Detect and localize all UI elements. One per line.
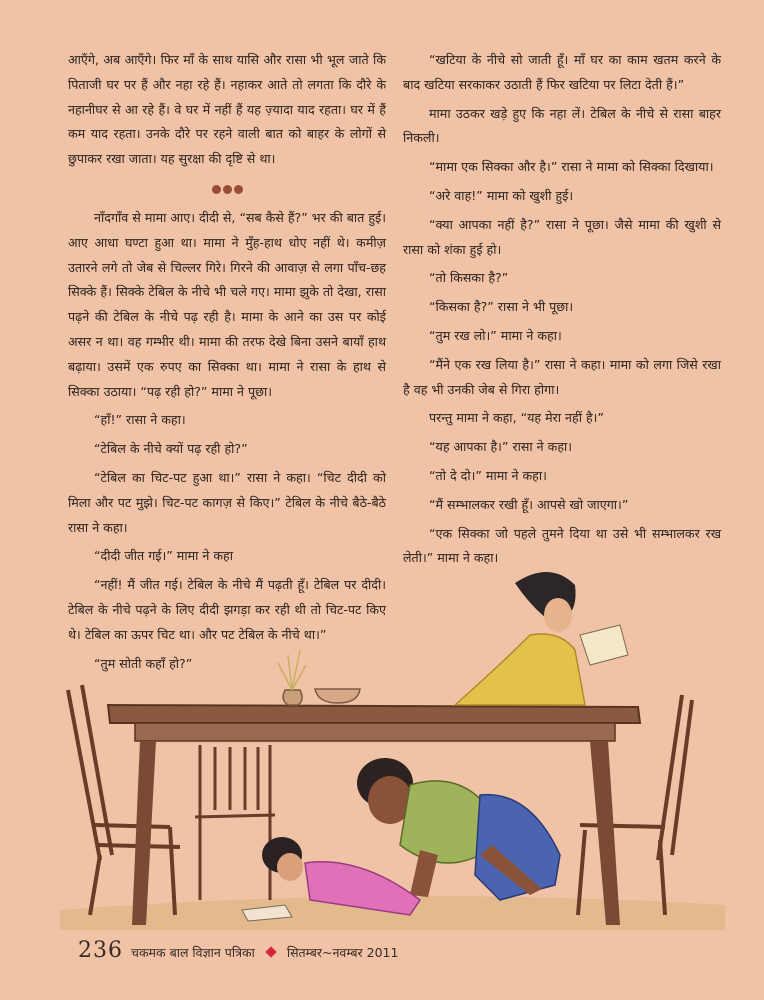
paragraph: “तो दे दो।” मामा ने कहा।	[429, 467, 547, 483]
paragraph: “तो किसका है?”	[429, 270, 509, 286]
paragraph: “टेबिल का चिट-पट हुआ था।” रासा ने कहा। “चिट दीदी को मिला और पट मुझे। चिट-पट कागज़ से किए।” टेबिल के नीचे बैठे-बैठे रासा ने कहा।	[68, 469, 386, 535]
paragraph: “खटिया के नीचे सो जाती हूँ। माँ घर का काम खतम करने के बाद खटिया सरकाकर उठाती हैं फिर खटिया पर लिटा देती हैं।”	[403, 52, 721, 92]
vase	[283, 690, 302, 705]
table-leg	[590, 741, 620, 925]
paragraph: मामा उठकर खड़े हुए कि नहा लें। टेबिल के नीचे से रासा बाहर निकली।	[403, 105, 721, 146]
paragraph: “टेबिल के नीचे क्यों पढ़ रही हो?”	[94, 441, 248, 457]
diamond-icon	[265, 946, 276, 957]
paragraph: “एक सिक्का जो पहले तुमने दिया था उसे भी सम्भालकर रख लेती।” मामा ने कहा।	[403, 525, 721, 566]
paragraph: नाँदगाँव से मामा आए। दीदी से, “सब कैसे हैं?” भर की बात हुई। आए आधा घण्टा हुआ था। मामा ने मुँह-हाथ धोए नहीं थे। कमीज़ उतारने लगे तो जेब से चिल्लर गिरे। गिरने की आवाज़ से लगा पाँच-छह सिक्के हैं। सिक्के टेबिल के नीचे भी चले गए। मामा झुके तो देखा, रासा पढ़ने की टेबिल के नीचे पढ़ रही है। मामा के आने का उस पर कोई असर न था। वह गम्भीर थी। मामा की तरफ देखे बिना उसने बायाँ हाथ बढ़ाया। उसमें एक रुपए का सिक्का था। मामा ने रासा के हाथ से सिक्का उठाया। “पढ़ रही हो?” मामा ने पूछा।	[68, 209, 386, 399]
girl-reading-on-table	[455, 572, 628, 705]
chair-back	[195, 745, 275, 900]
paragraph: “क्या आपका नहीं है?” रासा ने पूछा। जैसे मामा की खुशी से रासा को शंका हुई हो।	[403, 216, 721, 257]
paragraph: “अरे वाह!” मामा को खुशी हुई।	[429, 187, 574, 203]
page-footer	[78, 938, 398, 963]
paragraph: “मैं सम्भालकर रखी हूँ। आपसे खो जाएगा।”	[429, 496, 629, 512]
paragraph: “नहीं! मैं जीत गई। टेबिल के नीचे मैं पढ़ती हूँ। टेबिल पर दीदी। टेबिल के नीचे पढ़ने के लिए दीदी झगड़ा कर रही थी तो चिट-पट किए थे। टेबिल का ऊपर चिट था। और पट टेबिल के नीचे था।”	[68, 577, 386, 642]
paragraph: “तुम रख लो।” मामा ने कहा।	[429, 327, 562, 343]
paragraph: “तुम सोती कहाँ हो?”	[94, 655, 193, 671]
bowl	[315, 689, 360, 703]
paragraph: “यह आपका है।” रासा ने कहा।	[429, 439, 573, 455]
issue-date: सितम्बर~नवम्बर 2011	[286, 945, 399, 960]
paragraph: “दीदी जीत गई।” मामा ने कहा	[94, 548, 233, 564]
paragraph: परन्तु मामा ने कहा, “यह मेरा नहीं है।”	[429, 410, 604, 426]
paragraph: “हाँ!” रासा ने कहा।	[94, 412, 186, 428]
paragraph: “मैंने एक रख लिया है।” रासा ने कहा। मामा को लगा जिसे रखा है वह भी उनकी जेब से गिरा होगा।	[403, 356, 721, 397]
magazine-name: चकमक बाल विज्ञान पत्रिका	[131, 945, 255, 960]
table-top	[108, 705, 640, 723]
table-scene-drawing	[60, 555, 725, 930]
paragraph: “किसका है?” रासा ने भी पूछा।	[429, 299, 574, 315]
paragraph: आएँगे, अब आएँगे। फिर माँ के साथ यासि और रासा भी भूल जाते कि पिताजी घर पर हैं और नहा रहे हैं। नहाकर आते तो लगता कि दौरे के नहानीघर से आ रहे हैं। वे घर में नहीं हैं यह ज़्यादा याद रहता। घर में हैं कम याद रहता। उनके दौरे पर रहने वाली बात को बाहर के लोगों से छुपाकर रखा जाता। यह सुरक्षा की दृष्टि से था।	[68, 52, 386, 167]
section-divider	[68, 178, 386, 196]
page-number: 236	[78, 938, 123, 963]
story-illustration	[60, 555, 725, 930]
paragraph: “मामा एक सिक्का और है।” रासा ने मामा को सिक्का दिखाया।	[429, 159, 714, 175]
dot-icon	[234, 185, 243, 194]
right-column	[403, 48, 721, 575]
dot-icon	[223, 185, 232, 194]
dot-icon	[212, 185, 221, 194]
table-leg	[132, 741, 156, 925]
